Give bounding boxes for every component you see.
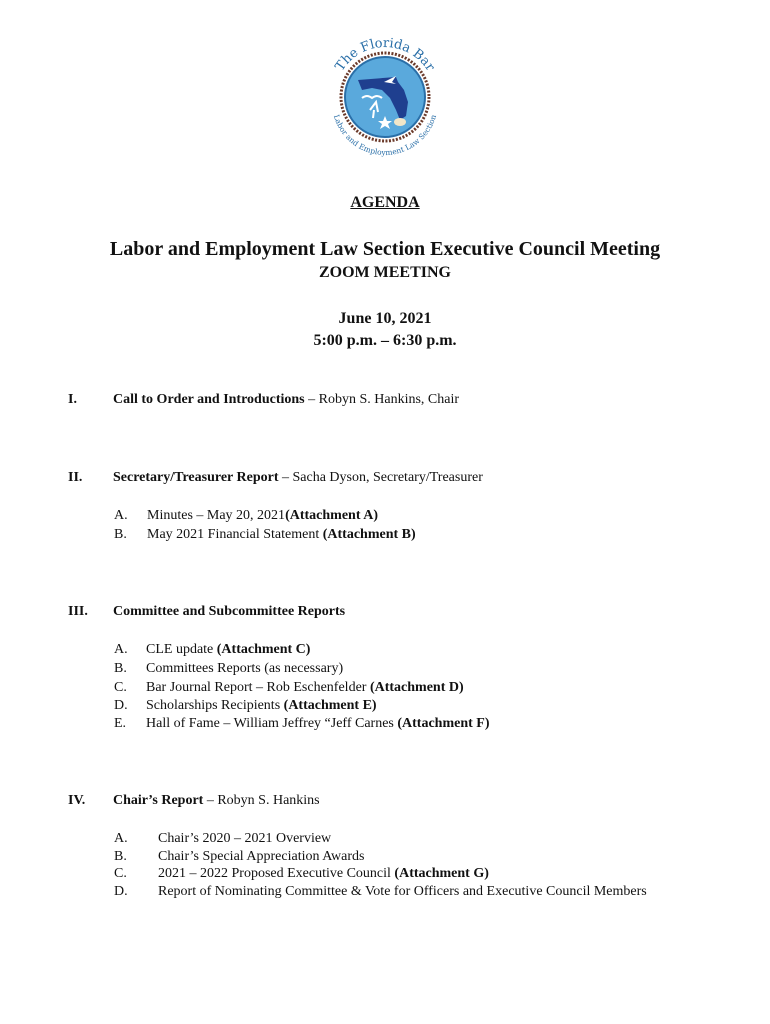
section-title: Committee and Subcommittee Reports — [113, 604, 346, 619]
item-text: Hall of Fame – William Jeffrey “Jeff Carnes (Attachment F) — [146, 716, 490, 731]
meeting-title: Labor and Employment Law Section Executive Council Meeting — [109, 238, 661, 260]
section-title: Secretary/Treasurer Report — [113, 470, 279, 485]
item-letter: D. — [114, 698, 128, 713]
item-letter: B. — [114, 661, 127, 676]
meeting-time: 5:00 p.m. – 6:30 p.m. — [313, 332, 457, 349]
item-text: May 2021 Financial Statement (Attachment B) — [147, 527, 416, 542]
item-text: Bar Journal Report – Rob Eschenfelder (Attachment D) — [146, 680, 464, 695]
item-letter: A. — [114, 642, 128, 657]
logo-ring-text-top: The Florida Bar — [332, 35, 438, 75]
item-text: 2021 – 2022 Proposed Executive Council (Attachment G) — [158, 866, 489, 881]
section-number: IV. — [68, 793, 86, 808]
item-letter: B. — [114, 849, 127, 864]
item-text: CLE update (Attachment C) — [146, 642, 311, 657]
section-detail: – Sacha Dyson, Secretary/Treasurer — [278, 470, 483, 485]
section-number: I. — [68, 392, 77, 407]
meeting-subtitle: ZOOM MEETING — [318, 264, 451, 281]
meeting-date: June 10, 2021 — [338, 310, 432, 327]
item-letter: A. — [114, 831, 128, 846]
section-detail: – Robyn S. Hankins, Chair — [304, 392, 460, 407]
item-letter: D. — [114, 884, 128, 899]
item-text: Committees Reports (as necessary) — [146, 661, 344, 676]
section-title: Chair’s Report — [113, 793, 204, 808]
item-text: Report of Nominating Committee & Vote for Officers and Executive Council Members — [158, 884, 647, 899]
item-text: Scholarships Recipients (Attachment E) — [146, 698, 377, 713]
item-letter: B. — [114, 527, 127, 542]
item-letter: E. — [114, 716, 127, 731]
item-letter: C. — [114, 680, 127, 695]
agenda-heading: AGENDA — [350, 194, 420, 211]
item-text: Chair’s 2020 – 2021 Overview — [158, 831, 332, 846]
florida-bar-section-logo — [318, 30, 452, 164]
logo-ring-text-bottom: Labor and Employment Law Section — [331, 113, 439, 158]
item-text: Minutes – May 20, 2021(Attachment A) — [147, 508, 378, 523]
section-number: III. — [68, 604, 88, 619]
shell-icon — [394, 118, 406, 126]
section-detail: – Robyn S. Hankins — [203, 793, 320, 808]
section-number: II. — [68, 470, 83, 485]
item-text: Chair’s Special Appreciation Awards — [158, 849, 365, 864]
item-letter: A. — [114, 508, 128, 523]
item-letter: C. — [114, 866, 127, 881]
section-title: Call to Order and Introductions — [113, 392, 305, 407]
